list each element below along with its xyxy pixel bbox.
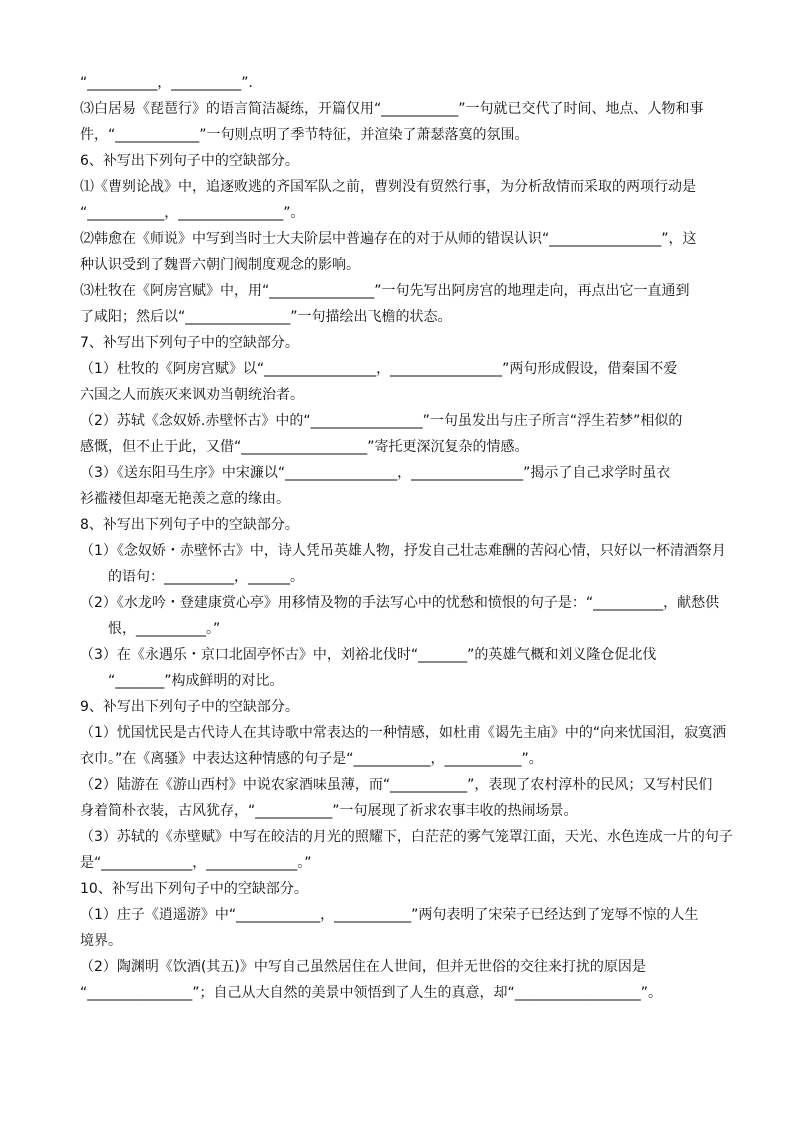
section-heading-10: 10、补写出下列句子中的空缺部分。	[80, 881, 308, 897]
question-line: 感慨，但不止于此，又借“__________________”寄托更深沉复杂的情感。	[80, 439, 529, 455]
question-line: （3）在《永遇乐・京口北固亭怀古》中，刘裕北伐时“_______”的英雄气概和刘义隆仓促北伐	[80, 647, 657, 663]
question-line: 境界。	[80, 933, 122, 949]
question-line: （2）《水龙吟・登建康赏心亭》用移情及物的手法写心中的忧愁和愤恨的句子是：“__________，献愁供	[80, 595, 720, 611]
question-line: “_______”构成鲜明的对比。	[80, 673, 284, 689]
question-line: ⑶白居易《琵琶行》的语言简洁凝练，开篇仅用“___________”一句就已交代了时间、地点、人物和事	[80, 101, 704, 117]
question-line: （1）庄子《逍遥游》中“____________，___________”两句表明了宋荣子已经达到了宠辱不惊的人生	[80, 907, 699, 923]
question-line: 了咸阳；然后以“_______________”一句描绘出飞檐的状态。	[80, 309, 452, 325]
question-line: “_______________”；自己从大自然的美景中领悟到了人生的真意，却“__________________”。	[80, 985, 663, 1001]
section-heading-8: 8、补写出下列句子中的空缺部分。	[80, 517, 299, 533]
question-line: （3）苏轼的《赤壁赋》中写在皎洁的月光的照耀下，白茫茫的雾气笼罩江面，天光、水色连成一片的句子	[80, 829, 733, 845]
question-line: “___________，_______________”。	[80, 205, 305, 221]
text-line: “__________，__________”．	[80, 75, 263, 91]
question-line: 件，“____________”一句则点明了季节特征，并渲染了萧瑟落寞的氛围。	[80, 127, 529, 143]
question-line: 衫褴褛但却毫无艳羡之意的缘由。	[80, 491, 290, 507]
question-line: ⑶杜牧在《阿房宫赋》中，用“_______________”一句先写出阿房宫的地理走向，再点出它一直通到	[80, 283, 690, 299]
section-heading-9: 9、补写出下列句子中的空缺部分。	[80, 699, 299, 715]
question-line: （1）《念奴娇・赤壁怀古》中，诗人凭吊英雄人物，抒发自己壮志难酬的苦闷心情，只好以一杯清酒祭月	[80, 543, 726, 559]
question-line: （3）《送东阳马生序》中宋濂以“________________，________________”揭示了自己求学时虽衣	[80, 465, 671, 481]
question-line: 种认识受到了魏晋六朝门阀制度观念的影响。	[80, 257, 360, 273]
question-line: （1）杜牧的《阿房宫赋》以“________________，________________”两句形成假设，借秦国不爱	[80, 361, 678, 377]
question-line: （2）陶渊明《饮酒(其五)》中写自己虽然居住在人世间，但并无世俗的交往来打扰的原因是	[80, 959, 646, 975]
document-page	[80, 70, 733, 1006]
question-line: （2）苏轼《念奴娇.赤壁怀古》中的“________________”一句虽发出与庄子所言“浮生若梦”相似的	[80, 413, 683, 429]
section-heading-7: 7、补写出下列句子中的空缺部分。	[80, 335, 299, 351]
question-line: 恨，__________。”	[80, 621, 221, 637]
question-line: 是“_____________，_____________。”	[80, 855, 312, 871]
question-line: ⑵韩愈在《师说》中写到当时士大夫阶层中普遍存在的对于从师的错误认识“________________”，这	[80, 231, 697, 247]
question-line: （1）忧国忧民是古代诗人在其诗歌中常表达的一种情感，如杜甫《谒先主庙》中的“向来忧国泪，寂寞洒	[80, 725, 727, 741]
section-heading-6: 6、补写出下列句子中的空缺部分。	[80, 153, 299, 169]
question-line: 六国之人而族灭来讽劝当朝统治者。	[80, 387, 304, 403]
question-line: 衣巾。”在《离骚》中表达这种情感的句子是“___________，___________”。	[80, 751, 543, 767]
question-line: （2）陆游在《游山西村》中说农家酒味虽薄，而“___________”，表现了农村淳朴的民风；又写村民们	[80, 777, 713, 793]
question-line: 身着简朴衣装，古风犹存，“___________”一句展现了祈求农事丰收的热闹场景。	[80, 803, 578, 819]
question-line: 的语句：__________，______。	[80, 569, 304, 585]
question-line: ⑴《曹刿论战》中，追逐败逃的齐国军队之前，曹刿没有贸然行事，为分析敌情而采取的两项行动是	[80, 179, 696, 195]
